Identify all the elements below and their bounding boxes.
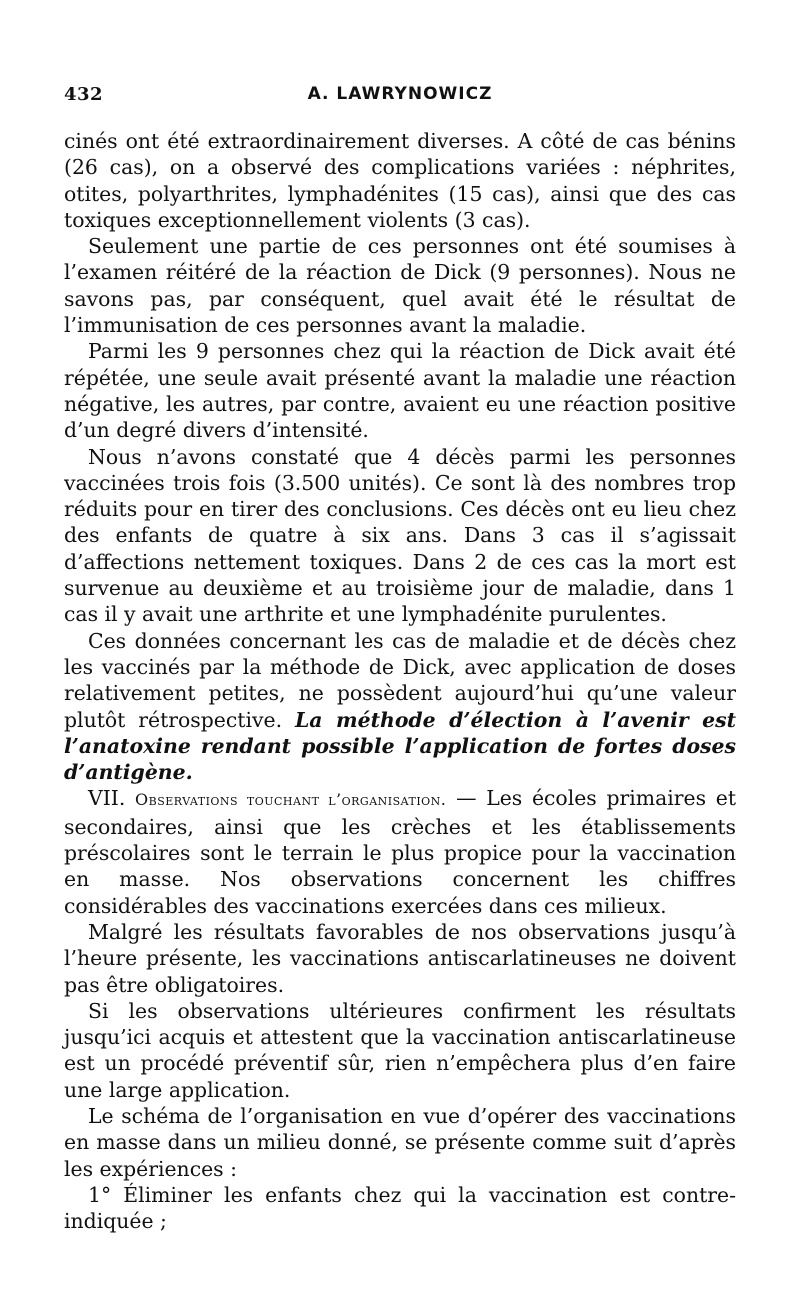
paragraph: cinés ont été extraordinairement diverses. A côté de cas bénins (26 cas), on a observé des complications variées : néphrites, otites, polyarthrites, lymphadénites (15 cas), ainsi que des cas toxiques exceptionnellement violents (3 cas). <box>64 129 736 232</box>
page-header <box>64 84 736 112</box>
paragraph: Seulement une partie de ces personnes ont été soumises à l’examen réitéré de la réaction de Dick (9 personnes). Nous ne savons pas, par conséquent, quel avait été le résultat de l’immunisation de ces personnes avant la maladie. <box>64 234 736 338</box>
paragraph: Parmi les 9 personnes chez qui la réaction de Dick avait été répétée, une seule avait présenté avant la maladie une réaction négative, les autres, par contre, avaient eu une réaction positive d’un degré divers d’intensité. <box>64 339 736 443</box>
paragraph: Le schéma de l’organisation en vue d’opérer des vaccinations en masse dans un milieu donné, se présente comme suit d’après les expériences : <box>64 1103 736 1181</box>
section-paragraph <box>64 785 736 918</box>
italic-conclusion: La méthode d’élection à l’avenir est l’anatoxine rendant possible l’application de fortes doses d’antigène. <box>64 707 736 785</box>
body-text <box>64 128 736 1234</box>
paragraph <box>64 628 736 786</box>
paragraph-text: — Les écoles primaires et secondaires, ainsi que les crèches et les établissements préscolaires sont le terrain le plus propice pour la vaccination en masse. Nos observations concernent les chiffres considérables des vaccinations exercées dans ces milieux. <box>64 786 737 918</box>
section-heading: Observations touchant l’organisation. <box>135 790 447 810</box>
section-number: VII. <box>88 786 126 811</box>
paragraph: Nous n’avons constaté que 4 décès parmi les personnes vaccinées trois fois (3.500 unités). Ce sont là des nombres trop réduits pour en tirer des conclusions. Ces décès ont eu lieu chez des enfants de quatre à six ans. Dans 3 cas il s’agissait d’affections nettement toxiques. Dans 2 de ces cas la mort est survenue au deuxième et au troisième jour de maladie, dans 1 cas il y avait une arthrite et une lymphadénite purulentes. <box>64 444 736 627</box>
paragraph: Si les observations ultérieures confirment les résultats jusqu’ici acquis et attestent que la vaccination antiscarlatineuse est un procédé préventif sûr, rien n’empêchera plus d’en faire une large application. <box>64 998 736 1102</box>
paragraph: Malgré les résultats favorables de nos observations jusqu’à l’heure présente, les vaccinations antiscarlatineuses ne doivent pas être obligatoires. <box>64 919 736 997</box>
paragraph-text: Ces données concernant les cas de maladie et de décès chez les vaccinés par la méthode de Dick, avec application de doses relativement petites, ne possèdent aujourd’hui qu’une valeur plutôt rétrospective. <box>64 628 736 732</box>
list-item: 1° Éliminer les enfants chez qui la vaccination est contre-indiquée ; <box>64 1182 736 1234</box>
page-number: 432 <box>64 84 104 105</box>
running-title: A. LAWRYNOWICZ <box>307 84 493 104</box>
